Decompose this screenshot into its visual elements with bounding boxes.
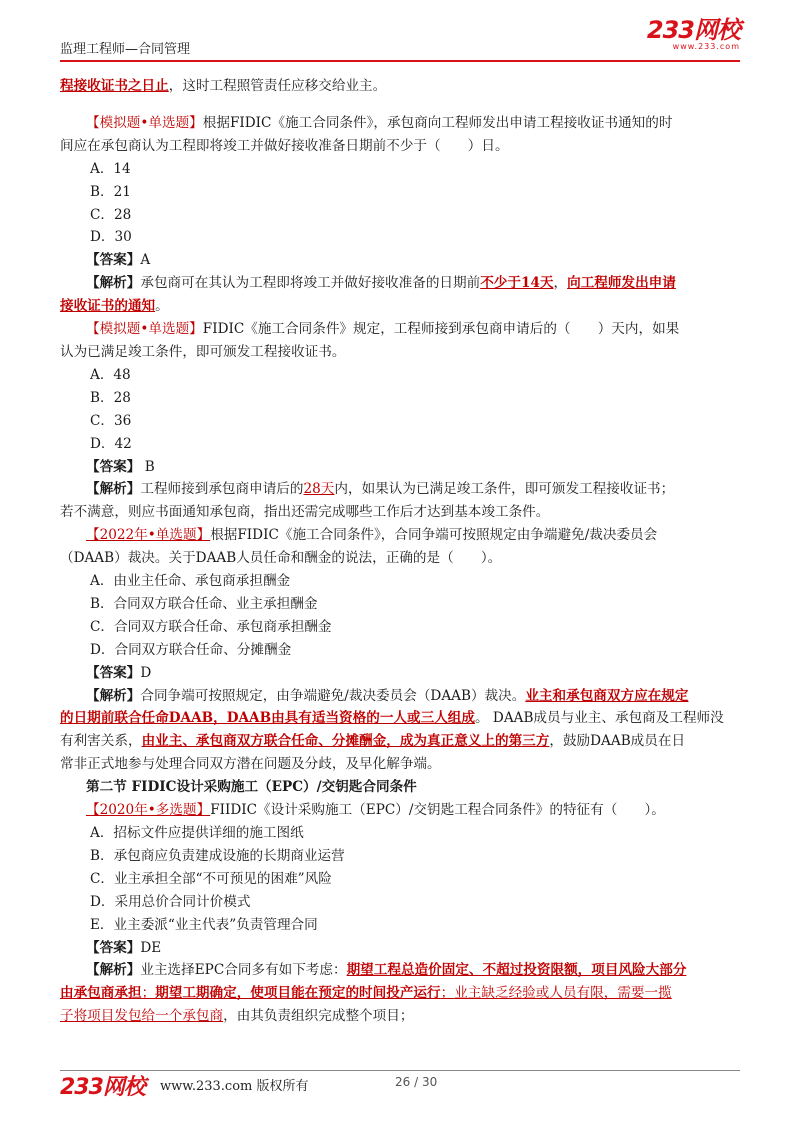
explanation-text: ，鼓励DAAB成员在日: [549, 733, 686, 750]
explanation-text: 工程师接到承包商申请后的: [140, 481, 304, 498]
explanation-line: [60, 272, 740, 295]
option: A．招标文件应提供详细的施工图纸: [90, 825, 304, 841]
explanation-text: 内，如果认为已满足竣工条件，即可颁发工程接收证书；: [334, 481, 675, 498]
answer-value: A: [140, 252, 151, 269]
explanation-line: [60, 707, 740, 730]
explanation-text: 有利害关系，: [60, 733, 142, 750]
footer-logo: 233网校: [60, 1075, 145, 1100]
question-text: 根据FIDIC《施工合同条件》，承包商向工程师发出申请工程接收证书通知的时: [202, 114, 673, 131]
answer-line: [60, 456, 740, 479]
header-divider: [60, 60, 740, 62]
question-tag: 【2022年•单选题】: [86, 527, 211, 544]
explanation-line: [60, 753, 740, 776]
document-body: [60, 75, 740, 1028]
explanation-highlight: 业主和承包商双方应在规定: [525, 687, 689, 704]
answer-line: [60, 662, 740, 685]
option: C．28: [90, 206, 132, 223]
question-3-cont: [60, 547, 740, 570]
explanation-line: [60, 295, 740, 318]
explanation-highlight: 向工程师发出申请: [567, 275, 676, 292]
logo-text: 233网校: [646, 16, 740, 44]
question-tag: 【模拟题•单选题】: [86, 114, 203, 131]
question-text: （DAAB）裁决。关于DAAB人员任命和酬金的说法，正确的是（ ）。: [60, 550, 502, 567]
explanation-text: ；: [141, 985, 156, 1002]
explanation-text: 。: [155, 298, 169, 315]
explanation-line: [60, 685, 740, 708]
answer-line: [60, 937, 740, 960]
question-text: FIIDIC《设计采购施工（EPC）/交钥匙工程合同条件》的特征有（ ）。: [210, 802, 665, 819]
brand-logo: [647, 16, 740, 51]
question-2: [60, 318, 740, 341]
explanation-label: 【解析】: [86, 481, 141, 498]
page-number: 26 / 30: [395, 1075, 438, 1089]
explanation-text: ，由其负责组织完成整个项目；: [223, 1008, 414, 1025]
option: D．合同双方联合任命、分摊酬金: [90, 641, 292, 658]
explanation-line: [60, 959, 740, 982]
option: E．业主委派“业主代表”负责管理合同: [90, 916, 318, 933]
explanation-highlight: 接收证书的通知: [60, 298, 156, 315]
explanation-line: [60, 501, 740, 524]
answer-value: D: [140, 664, 152, 681]
option: C．业主承担全部“不可预见的困难”风险: [90, 870, 332, 887]
question-tag: 【模拟题•单选题】: [86, 321, 203, 338]
explanation-line: [60, 982, 740, 1005]
explanation-text: 若不满意，则应书面通知承包商，指出还需完成哪些工作后才达到基本竣工条件。: [60, 504, 550, 521]
page-header: [60, 16, 740, 64]
explanation-line: [60, 478, 740, 501]
option: D．42: [90, 435, 132, 452]
answer-label: 【答案】: [86, 939, 141, 956]
question-4: [60, 799, 740, 822]
question-text: FIDIC《施工合同条件》规定，工程师接到承包商申请后的（ ）天内，如果: [202, 321, 680, 338]
question-tag: 【2020年•多选题】: [86, 802, 211, 819]
explanation-text: 承包商可在其认为工程即将竣工并做好接收准备的日期前: [140, 275, 481, 292]
explanation-highlight: 业主缺乏经验或人员有限，需要一揽: [454, 985, 672, 1002]
option: A．48: [90, 366, 131, 383]
explanation-highlight: 由业主、承包商双方联合任命、分摊酬金，成为真正意义上的第三方: [141, 733, 550, 750]
option: B．21: [90, 183, 131, 200]
intro-line: [60, 75, 740, 98]
question-1-cont: [60, 135, 740, 158]
explanation-line: [60, 1005, 740, 1028]
option: D．30: [90, 229, 132, 246]
question-2-cont: [60, 341, 740, 364]
answer-line: [60, 249, 740, 272]
option: B．承包商应负责建成设施的长期商业运营: [90, 847, 345, 864]
question-text: 间应在承包商认为工程即将竣工并做好接收准备日期前不少于（ ）日。: [60, 137, 509, 154]
footer-copyright: www.233.com 版权所有: [160, 1079, 309, 1094]
answer-label: 【答案】: [86, 664, 141, 681]
option: D．采用总价合同计价模式: [90, 893, 251, 910]
answer-value: DE: [140, 939, 162, 956]
intro-text: ，这时工程照管责任应移交给业主。: [168, 78, 387, 94]
question-text: 根据FIDIC《施工合同条件》，合同争端可按照规定由争端避免/裁决委员会: [210, 527, 658, 544]
explanation-text: 合同争端可按照规定，由争端避免/裁决委员会（DAAB）裁决。: [140, 687, 526, 704]
explanation-text: 。 DAAB成员与业主、承包商及工程师没: [475, 710, 724, 727]
intro-highlight: 程接收证书之日止: [60, 78, 169, 94]
explanation-line: [60, 730, 740, 753]
question-3: [60, 524, 740, 547]
explanation-highlight: 期望工程总造价固定、不超过投资限额，项目风险大部分: [346, 962, 687, 979]
explanation-text: 常非正式地参与处理合同双方潜在问题及分歧，及早化解争端。: [60, 756, 441, 773]
question-1: [60, 112, 740, 135]
logo-url: www.233.com: [672, 42, 740, 51]
explanation-text: ；: [440, 985, 455, 1002]
option: B．28: [90, 389, 131, 406]
explanation-text: ，: [553, 275, 568, 292]
option: C．合同双方联合任命、承包商承担酬金: [90, 618, 332, 635]
document-title: 监理工程师—合同管理: [60, 42, 191, 57]
page-footer: [60, 1060, 740, 1100]
explanation-highlight: 由承包商承担: [60, 985, 142, 1002]
option: C．36: [90, 412, 132, 429]
option: A．由业主任命、承包商承担酬金: [90, 573, 291, 590]
explanation-highlight: 期望工期确定，使项目能在预定的时间投产运行: [155, 985, 441, 1002]
answer-label: 【答案】: [86, 252, 141, 269]
explanation-highlight: 的日期前联合任命DAAB，DAAB由具有适当资格的一人或三人组成: [60, 710, 475, 727]
explanation-text: 业主选择EPC合同多有如下考虑：: [140, 962, 347, 979]
explanation-label: 【解析】: [86, 962, 141, 979]
explanation-highlight: 28天: [303, 481, 335, 498]
answer-label: 【答案】: [86, 458, 141, 475]
explanation-label: 【解析】: [86, 687, 141, 704]
explanation-highlight: 不少于14天: [480, 275, 554, 292]
option: A．14: [90, 160, 131, 177]
answer-value: B: [140, 458, 155, 475]
footer-divider: [60, 1070, 740, 1071]
explanation-label: 【解析】: [86, 275, 141, 292]
option: B．合同双方联合任命、业主承担酬金: [90, 595, 318, 612]
section-title: 第二节 FIDIC设计采购施工（EPC）/交钥匙合同条件: [86, 779, 417, 796]
question-text: 认为已满足竣工条件，即可颁发工程接收证书。: [60, 343, 346, 360]
explanation-highlight: 子将项目发包给一个承包商: [60, 1008, 224, 1025]
